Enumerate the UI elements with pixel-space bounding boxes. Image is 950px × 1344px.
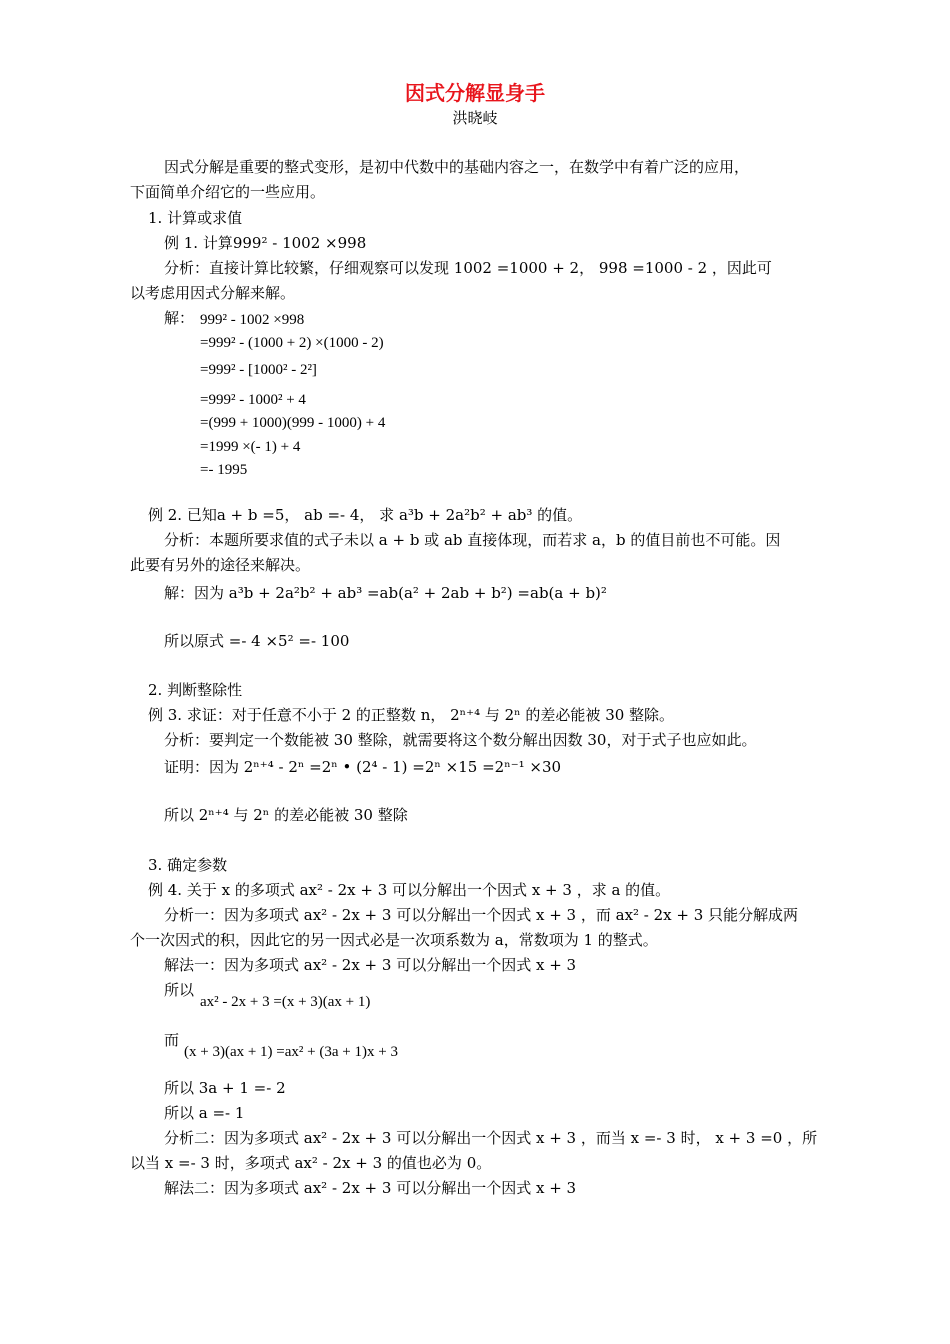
step-2: =999² - (1000 + 2) ×(1000 - 2) bbox=[200, 335, 384, 351]
doc-title: 因式分解显身手 bbox=[405, 81, 545, 105]
example-3: 例 3. 求证：对于任意不小于 2 的正整数 n， 2ⁿ⁺⁴ 与 2ⁿ 的差必能被 30 整除。 bbox=[148, 706, 675, 724]
step-6: =1999 ×(- 1) + 4 bbox=[200, 439, 301, 455]
solution-label: 解： bbox=[164, 309, 195, 327]
er-label: 而 bbox=[164, 1031, 180, 1049]
intro-line-2: 下面简单介绍它的一些应用。 bbox=[130, 183, 326, 201]
step-5: =(999 + 1000)(999 - 1000) + 4 bbox=[200, 415, 386, 431]
example-3-proof: 证明：因为 2ⁿ⁺⁴ - 2ⁿ =2ⁿ • (2⁴ - 1) =2ⁿ ×15 =2ⁿ⁻¹ ×30 bbox=[164, 758, 562, 776]
analysis-one-line-1: 分析一：因为多项式 ax² - 2x + 3 可以分解出一个因式 x + 3 ，而 ax² - 2x + 3 只能分解成两 bbox=[164, 906, 799, 924]
equation-2: (x + 3)(ax + 1) =ax² + (3a + 1)x + 3 bbox=[184, 1044, 398, 1060]
example-1: 例 1. 计算999² - 1002 ×998 bbox=[164, 234, 367, 252]
analysis-one-line-2: 个一次因式的积，因此它的另一因式必是一次项系数为 a，常数项为 1 的整式。 bbox=[130, 931, 658, 949]
example-2-solution: 解：因为 a³b + 2a²b² + ab³ =ab(a² + 2ab + b²) =ab(a + b)² bbox=[164, 584, 607, 602]
step-4: =999² - 1000² + 4 bbox=[200, 392, 306, 408]
step-3: =999² - [1000² - 2²] bbox=[200, 362, 317, 378]
section-1-heading: 1. 计算或求值 bbox=[148, 209, 243, 227]
example-2-analysis-1: 分析：本题所要求值的式子未以 a + b 或 ab 直接体现，而若求 a，b 的值目前也不可能。因 bbox=[164, 531, 781, 549]
example-4: 例 4. 关于 x 的多项式 ax² - 2x + 3 可以分解出一个因式 x + 3 ，求 a 的值。 bbox=[148, 881, 671, 899]
analysis-two-line-1: 分析二：因为多项式 ax² - 2x + 3 可以分解出一个因式 x + 3 ，而当 x =- 3 时， x + 3 =0 ，所 bbox=[164, 1129, 818, 1147]
intro-line-1: 因式分解是重要的整式变形，是初中代数中的基础内容之一，在数学中有着广泛的应用， bbox=[164, 158, 750, 176]
so-label-3: 所以 a =- 1 bbox=[164, 1104, 245, 1122]
example-3-result: 所以 2ⁿ⁺⁴ 与 2ⁿ 的差必能被 30 整除 bbox=[164, 806, 408, 824]
equation-1: ax² - 2x + 3 =(x + 3)(ax + 1) bbox=[200, 994, 371, 1010]
step-1: 999² - 1002 ×998 bbox=[200, 312, 305, 328]
doc-author: 洪晓岐 bbox=[452, 109, 498, 127]
solution-one: 解法一：因为多项式 ax² - 2x + 3 可以分解出一个因式 x + 3 bbox=[164, 956, 577, 974]
example-1-analysis-1: 分析：直接计算比较繁，仔细观察可以发现 1002 =1000 + 2， 998 =1000 - 2 ，因此可 bbox=[164, 259, 772, 277]
so-label-1: 所以 bbox=[164, 981, 195, 999]
section-3-heading: 3. 确定参数 bbox=[148, 856, 228, 874]
example-2-analysis-2: 此要有另外的途径来解决。 bbox=[130, 556, 311, 574]
section-2-heading: 2. 判断整除性 bbox=[148, 681, 243, 699]
analysis-two-line-2: 以当 x =- 3 时，多项式 ax² - 2x + 3 的值也必为 0。 bbox=[130, 1154, 492, 1172]
step-7: =- 1995 bbox=[200, 462, 248, 478]
example-1-analysis-2: 以考虑用因式分解来解。 bbox=[130, 284, 296, 302]
example-3-analysis: 分析：要判定一个数能被 30 整除，就需要将这个数分解出因数 30，对于式子也应如此。 bbox=[164, 731, 757, 749]
solution-two: 解法二：因为多项式 ax² - 2x + 3 可以分解出一个因式 x + 3 bbox=[164, 1179, 577, 1197]
example-2-result: 所以原式 =- 4 ×5² =- 100 bbox=[164, 632, 350, 650]
so-label-2: 所以 3a + 1 =- 2 bbox=[164, 1079, 286, 1097]
example-2: 例 2. 已知a + b =5， ab =- 4， 求 a³b + 2a²b² + ab³ 的值。 bbox=[148, 506, 583, 524]
